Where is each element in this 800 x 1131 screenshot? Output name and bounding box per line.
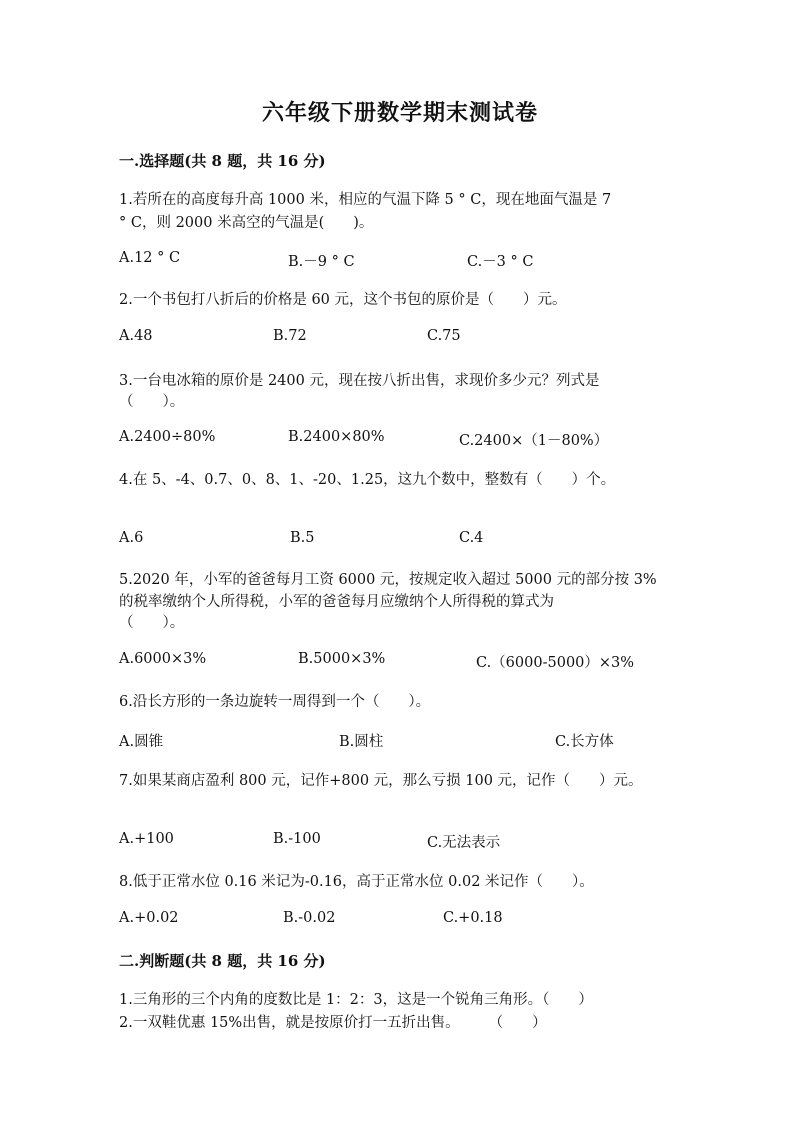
question-5-option-b: B.5000×3% bbox=[298, 651, 386, 667]
section-heading-choice: 一.选择题(共 8 题，共 16 分) bbox=[119, 152, 326, 170]
question-4-option-c: C.4 bbox=[459, 530, 484, 546]
question-6-option-b: B.圆柱 bbox=[339, 734, 384, 750]
question-7-option-a: A.+100 bbox=[119, 831, 174, 847]
question-5-line-2: 的税率缴纳个人所得税，小军的爸爸每月应缴纳个人所得税的算式为 bbox=[119, 594, 554, 610]
question-2-line-1: 2.一个书包打八折后的价格是 60 元，这个书包的原价是（ ）元。 bbox=[119, 292, 567, 308]
question-1-line-1: 1.若所在的高度每升高 1000 米，相应的气温下降 5 ° C，现在地面气温是 7 bbox=[119, 192, 612, 208]
question-1-option-b: B.－9 ° C bbox=[288, 254, 355, 270]
question-8-option-c: C.+0.18 bbox=[443, 910, 503, 926]
judgment-1: 1.三角形的三个内角的度数比是 1：2：3，这是一个锐角三角形。（ ） bbox=[119, 992, 593, 1008]
question-8-line-1: 8.低于正常水位 0.16 米记为-0.16，高于正常水位 0.02 米记作（ ）。 bbox=[119, 874, 594, 890]
question-2-option-b: B.72 bbox=[273, 328, 307, 344]
question-6-option-c: C.长方体 bbox=[555, 734, 614, 750]
question-5-option-c: C.（6000-5000）×3% bbox=[476, 655, 635, 671]
question-5-option-a: A.6000×3% bbox=[119, 651, 207, 667]
question-2-option-a: A.48 bbox=[119, 328, 153, 344]
question-8-option-b: B.-0.02 bbox=[283, 910, 336, 926]
question-7-line-1: 7.如果某商店盈利 800 元，记作+800 元，那么亏损 100 元，记作（ ）元。 bbox=[119, 773, 643, 789]
judgment-2: 2.一双鞋优惠 15%出售，就是按原价打一五折出售。 （ ） bbox=[119, 1015, 547, 1031]
question-2-option-c: C.75 bbox=[427, 328, 461, 344]
question-1-line-2: ° C，则 2000 米高空的气温是( )。 bbox=[119, 215, 374, 231]
question-3-line-2: （ ）。 bbox=[119, 394, 185, 410]
question-3-option-a: A.2400÷80% bbox=[119, 429, 216, 445]
question-3-option-b: B.2400×80% bbox=[288, 429, 385, 445]
question-1-option-c: C.－3 ° C bbox=[467, 254, 534, 270]
question-4-option-a: A.6 bbox=[119, 530, 144, 546]
question-1-option-a: A.12 ° C bbox=[119, 250, 181, 266]
question-7-option-b: B.-100 bbox=[273, 831, 321, 847]
question-6-line-1: 6.沿长方形的一条边旋转一周得到一个（ ）。 bbox=[119, 694, 431, 710]
question-8-option-a: A.+0.02 bbox=[119, 910, 179, 926]
question-5-line-1: 5.2020 年，小军的爸爸每月工资 6000 元，按规定收入超过 5000 元的部分按 3% bbox=[119, 572, 657, 588]
question-3-line-1: 3.一台电冰箱的原价是 2400 元，现在按八折出售，求现价多少元？列式是 bbox=[119, 373, 600, 389]
question-3-option-c: C.2400×（1－80%） bbox=[459, 433, 609, 449]
question-5-line-3: （ ）。 bbox=[119, 615, 185, 631]
section-heading-judgment: 二.判断题(共 8 题，共 16 分) bbox=[119, 952, 326, 970]
question-4-option-b: B.5 bbox=[290, 530, 315, 546]
question-7-option-c: C.无法表示 bbox=[427, 835, 501, 851]
question-6-option-a: A.圆锥 bbox=[119, 734, 164, 750]
page-title: 六年级下册数学期末测试卷 bbox=[261, 100, 538, 126]
question-4-line-1: 4.在 5、-4、0.7、0、8、1、-20、1.25，这九个数中，整数有（ ）个。 bbox=[119, 472, 616, 488]
